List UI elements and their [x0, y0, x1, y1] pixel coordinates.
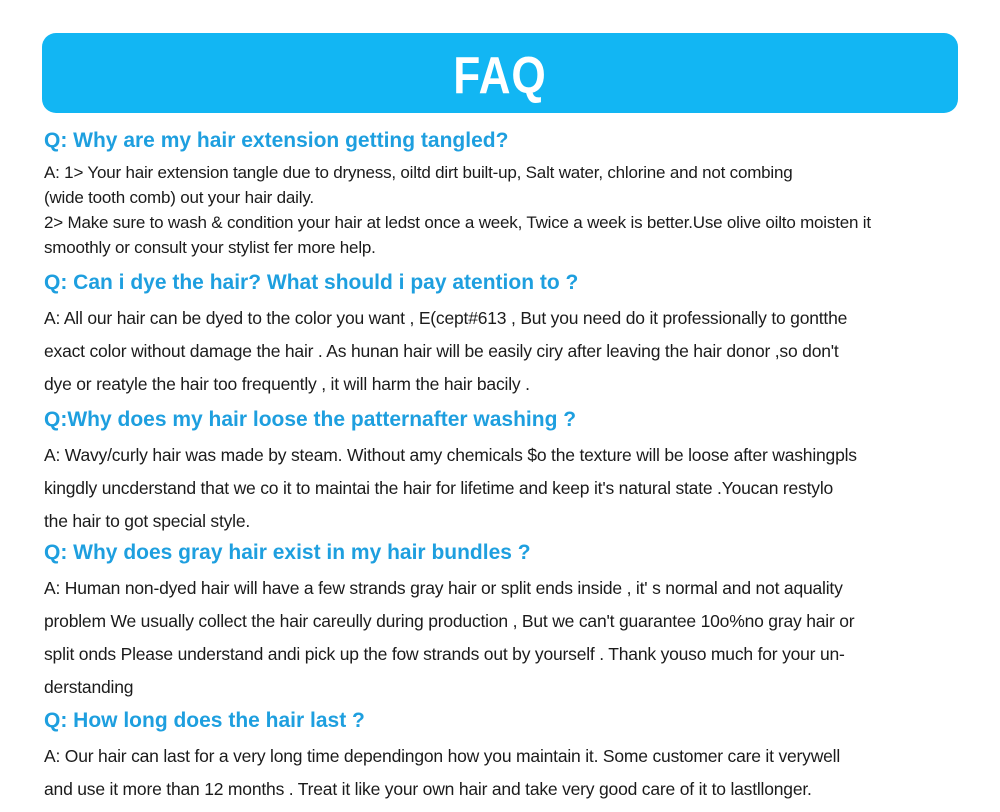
faq-content	[0, 128, 1000, 806]
answer-line: (wide tooth comb) out your hair daily.	[44, 188, 314, 207]
question-heading: Q:Why does my hair loose the patternafter washing ?	[44, 408, 577, 431]
answer-line: kingdly uncderstand that we co it to maintai the hair for lifetime and keep it's natural state .Youcan restylo	[44, 478, 834, 498]
question-heading: Q: Why are my hair extension getting tangled?	[44, 129, 509, 152]
answer-line: and use it more than 12 months . Treat it like your own hair and take very good care of it to lastllonger.	[44, 779, 812, 799]
answer-line: A: Human non-dyed hair will have a few strands gray hair or split ends inside , it' s normal and not aquality	[44, 578, 843, 598]
answer-line: problem We usually collect the hair careully during production , But we can't guarantee 10o%no gray hair or	[44, 611, 855, 631]
question-heading: Q: Why does gray hair exist in my hair bundles ?	[44, 541, 531, 564]
answer-line: 2> Make sure to wash & condition your hair at ledst once a week, Twice a week is better.Use olive oilto moisten it	[44, 213, 871, 232]
question-heading: Q: Can i dye the hair? What should i pay atention to ?	[44, 271, 579, 294]
faq-header-banner	[42, 33, 958, 113]
answer-line: split onds Please understand andi pick up the fow strands out by yourself . Thank youso much for your un-	[44, 644, 845, 664]
answer-line: the hair to got special style.	[44, 511, 251, 531]
faq-section-dye	[44, 270, 956, 401]
faq-section-gray-hair	[44, 540, 956, 704]
answer-line: A: Our hair can last for a very long time dependingon how you maintain it. Some customer care it verywell	[44, 746, 841, 766]
question-heading: Q: How long does the hair last ?	[44, 709, 365, 732]
faq-section-hair-last	[44, 708, 956, 806]
answer-line: dye or reatyle the hair too frequently , it will harm the hair bacily .	[44, 374, 530, 394]
answer-line: A: Wavy/curly hair was made by steam. Without amy chemicals $o the texture will be loose after washingpls	[44, 445, 857, 465]
faq-section-pattern	[44, 407, 956, 538]
answer-line: derstanding	[44, 677, 134, 697]
answer-line: smoothly or consult your stylist fer more help.	[44, 238, 376, 257]
page-title: FAQ	[453, 47, 547, 105]
answer-line: exact color without damage the hair . As hunan hair will be easily ciry after leaving the hair donor ,so don't	[44, 341, 839, 361]
answer-line: A: All our hair can be dyed to the color you want , E(cept#613 , But you need do it professionally to gontthe	[44, 308, 848, 328]
faq-section-tangled	[44, 128, 956, 260]
answer-line: A: 1> Your hair extension tangle due to dryness, oiltd dirt built-up, Salt water, chlorine and not combing	[44, 163, 793, 182]
